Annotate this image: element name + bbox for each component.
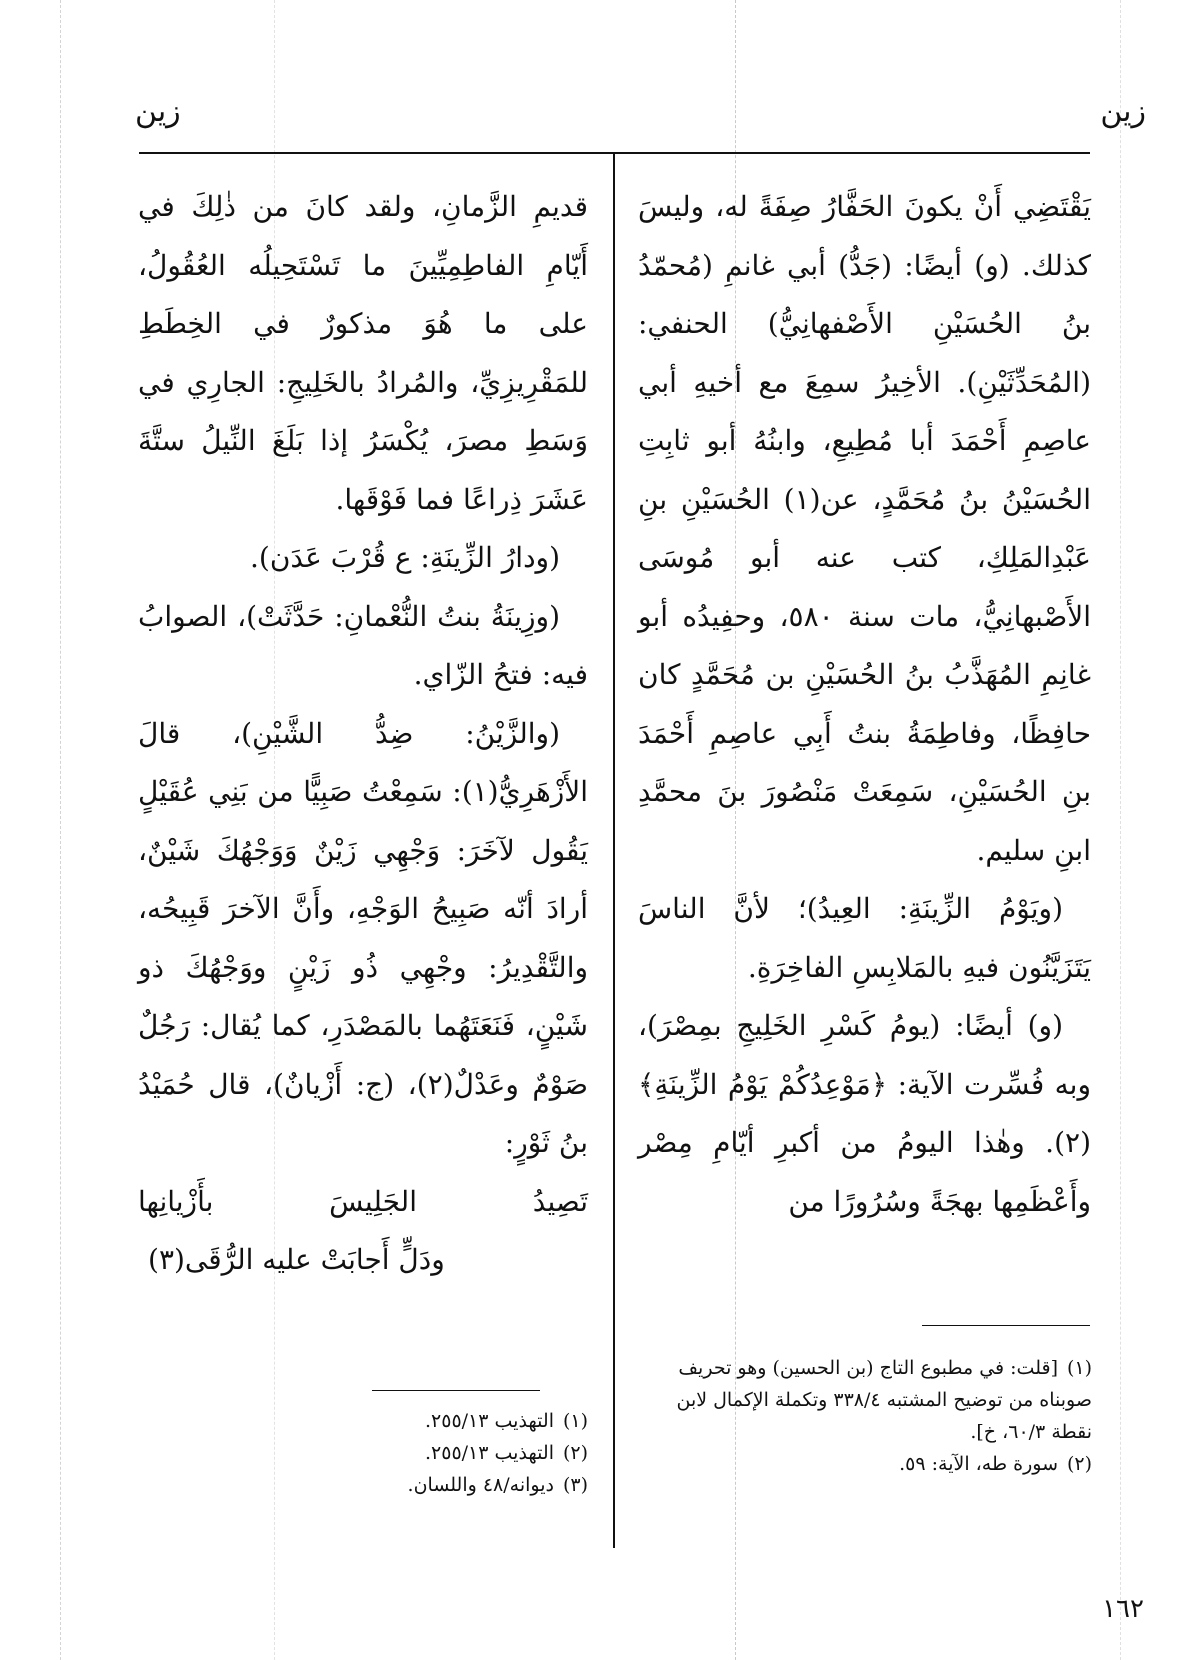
right-column <box>638 178 1091 1231</box>
footnote-text: [قلت: في مطبوع التاج (بن الحسين) وهو تحريف صوبناه من توضيح المشتبه ٣٣٨/٤ وتكملة الإكمال لابن نقطة ٦٠/٣، خ]. <box>676 1357 1092 1443</box>
footnotes-left <box>360 1405 588 1501</box>
page-number: ١٦٢ <box>1102 1594 1144 1624</box>
footnote-text: التهذيب ٢٥٥/١٣. <box>424 1442 554 1464</box>
footnote <box>640 1352 1092 1448</box>
footnote-text: سورة طه، الآية: ٥٩. <box>899 1453 1058 1475</box>
footnotes-right <box>640 1352 1092 1480</box>
footnote-rule <box>372 1390 540 1391</box>
footnote-number: (٣) <box>562 1474 588 1496</box>
footnote-number: (١) <box>562 1410 588 1432</box>
footnote <box>360 1469 588 1501</box>
running-head-right: زين <box>1100 94 1146 129</box>
running-head-left: زين <box>135 94 181 129</box>
scan-guide-line <box>60 0 61 1660</box>
paragraph: يَقْتَضِي أَنْ يكونَ الحَفَّارُ صِفَةً له، وليسَ كذلك. (و) أيضًا: (جَدُّ) أبي غانمِ (مُحمّدُ بنُ الحُسَيْنِ الأَصْفهانِيُّ) الحنفي: (المُحَدِّثَيْنِ). الأخِيرُ سمِعَ مع أخيهِ أبي عاصِمِ أَحْمَدَ أبا مُطِيعِ، وابنُهُ أبو ثابِتِ الحُسَيْنُ بنُ مُحَمَّدٍ، عن(١) الحُسَيْنِ بنِ عَبْدِالمَلِكِ، كتب عنه أبو مُوسَى الأَصْبهانِيُّ، مات سنة ٥٨٠، وحفِيدُه أبو غانِمِ المُهَذَّبُ بنُ الحُسَيْنِ بن مُحَمَّدٍ كان حافِظًا، وفاطِمَةُ بنتُ أَبِي عاصِمِ أَحْمَدَ بنِ الحُسَيْنِ، سَمِعَتْ مَنْصُورَ بنَ محمَّدِ ابنِ سليم. <box>638 190 1092 867</box>
column-divider <box>613 153 615 1548</box>
paragraph: (وزِينَةُ بنتُ النُّعْمانِ: حَدَّثَتْ)، الصوابُ فيه: فتحُ الزّاي. <box>138 599 588 691</box>
footnote <box>360 1405 588 1437</box>
footnote-rule <box>922 1325 1090 1326</box>
paragraph: قديمِ الزَّمانِ، ولقد كانَ من ذٰلِكَ في أَيّامِ الفاطِمِيِّينَ ما تَسْتَحِيلُه العُقُولُ، على ما هُوَ مذكورٌ في الخِطَطِ للمَقْرِيزِيِّ، والمُرادُ بالخَلِيجِ: الجارِي في وَسَطِ مصرَ، يُكْسَرُ إذا بَلَغَ النِّيلُ ستَّةَ عَشَرَ ذِراعًا فما فَوْقَها. <box>138 190 588 516</box>
paragraph: (و) أيضًا: (يومُ كَسْرِ الخَلِيجِ بمِصْرَ)، وبه فُسِّرت الآية: ﴿مَوْعِدُكُمْ يَوْمُ الزِّينَةِ﴾(٢). وهٰذا اليومُ من أكبرِ أيّامِ مِصْر وأَعْظَمِها بهجَةً وسُرُورًا من <box>638 1009 1091 1218</box>
verse-line: ودَلٍّ أَجابَتْ عليه الرُّقَى(٣) <box>148 1242 445 1276</box>
left-column <box>138 178 588 1289</box>
footnote-number: (٢) <box>562 1442 588 1464</box>
footnote <box>360 1437 588 1469</box>
footnote-text: التهذيب ٢٥٥/١٣. <box>424 1410 554 1432</box>
paragraph: (والزَّيْنُ: ضِدُّ الشَّيْنِ)، قالَ الأَزْهَرِيُّ(١): سَمِعْتُ صَبِيًّا من بَنِي عُقَيْلٍ يَقُول لآخَرَ: وَجْهِي زَيْنٌ وَوَجْهُكَ شَيْنٌ، أرادَ أنّه صَبِيحُ الوَجْهِ، وأَنَّ الآخرَ قَبِيحُه، والتَّقْدِيرُ: وجْهِي ذُو زَيْنٍ ووَجْهُكَ ذو شَيْنٍ، فَنَعَتَهُما بالمَصْدَرِ، كما يُقال: رَجُلٌ صَوْمٌ وعَدْلٌ(٢)، (ج: أَزْيانٌ)، قال حُمَيْدُ بنُ ثَوْرٍ: <box>138 716 589 1159</box>
footnote <box>640 1448 1092 1480</box>
paragraph: (ودارُ الزِّينَةِ: ع قُرْبَ عَدَن). <box>250 541 560 574</box>
scan-guide-line <box>1120 0 1121 1660</box>
verse-line: تَصِيدُ الجَلِيسَ بأَزْيانِها <box>138 1184 588 1218</box>
footnote-number: (١) <box>1066 1357 1092 1379</box>
footnote-number: (٢) <box>1066 1453 1092 1475</box>
paragraph: (ويَوْمُ الزِّينَةِ: العِيدُ)؛ لأنَّ الناسَ يَتَزَيَّنُون فيهِ بالمَلابِسِ الفاخِرَةِ. <box>638 892 1091 984</box>
footnote-text: ديوانه/٤٨ واللسان. <box>407 1474 554 1496</box>
